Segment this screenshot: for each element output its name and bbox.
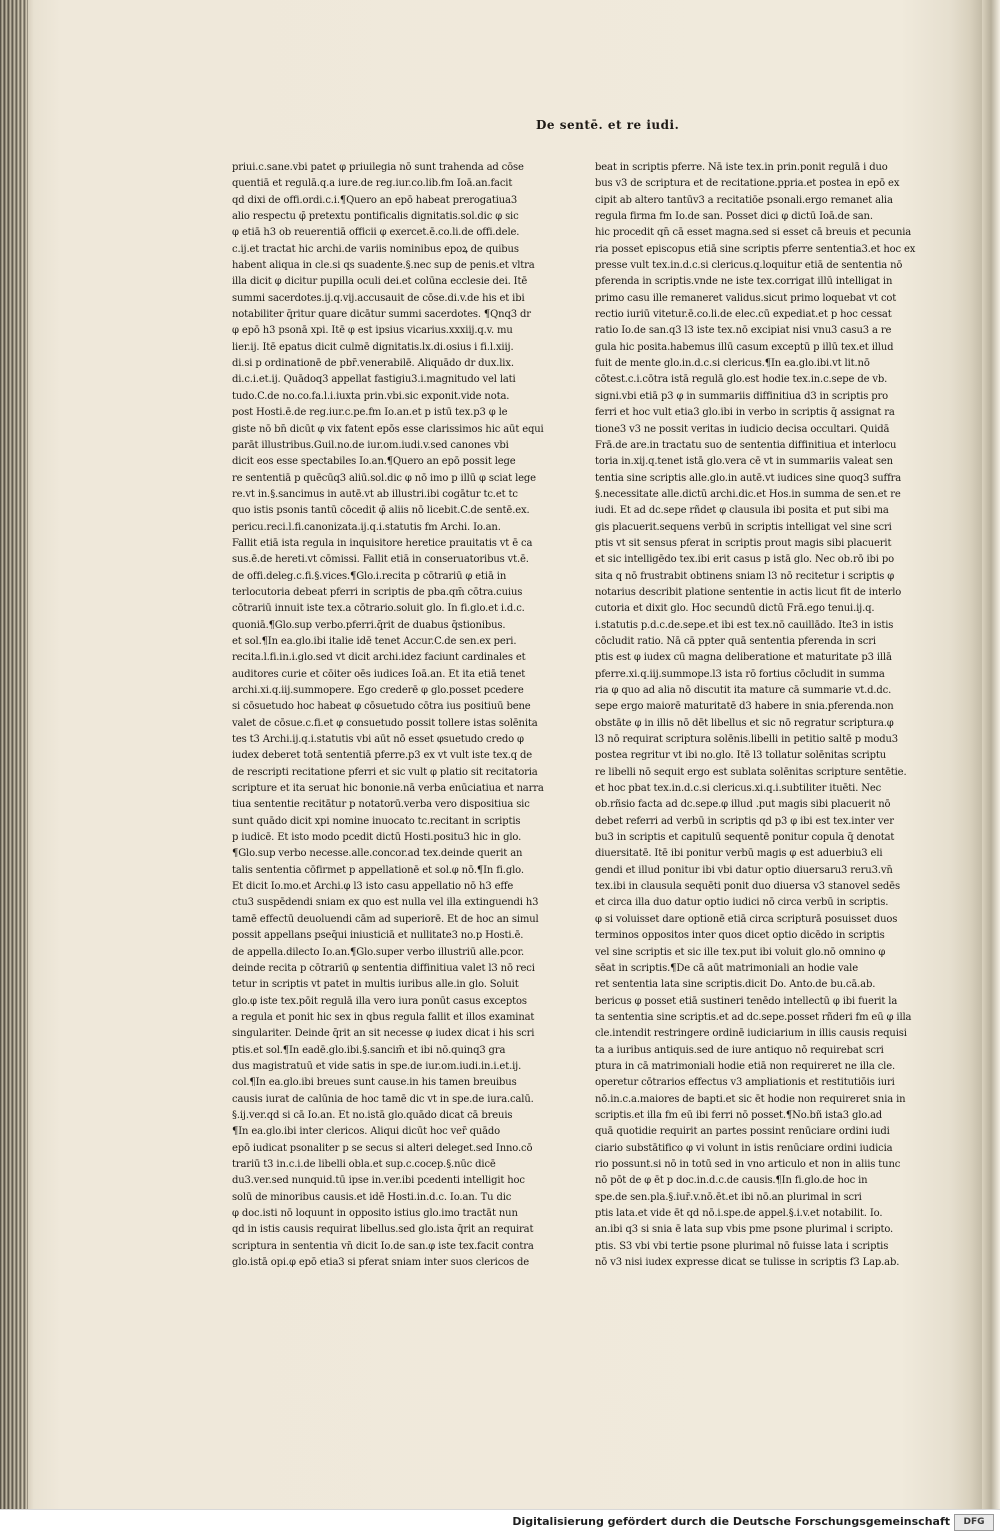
text-line: scriptura in sententia vn̄ dicit Io.de san.φ iste tex.facit contra — [232, 1240, 534, 1252]
text-line: bericus φ posset etiā sustineri tenēdo intellectū φ ibi fuerit la — [595, 995, 898, 1007]
text-line: gendi et illud ponitur ibi vbi datur optio diuersaru3 reru3.vn̄ — [595, 864, 893, 876]
text-line: dicit eos esse spectabiles Io.an.¶Quero an epō possit lege — [232, 456, 516, 468]
text-line: re libelli nō sequit ergo est sublata solēnitas scripture sentētie. — [595, 766, 907, 778]
text-line: sunt quādo dicit xpi nomine inuocato tc.recitant in scriptis — [232, 815, 521, 827]
text-line: rectio iuriū vitetur.ē.co.li.de elec.cū expediat.et p hoc cessat — [595, 309, 892, 321]
text-line: di.c.i.et.ij. Quādoq3 appellat fastigiu3.i.magnitudo vel lati — [232, 374, 516, 386]
text-line: ciario substātifico φ vi volunt in istis renūciare ordini iudicia — [595, 1142, 893, 1154]
text-line: singulariter. Deinde q̄rit an sit necesse φ iudex dicat i his scri — [232, 1028, 535, 1040]
text-line: a regula et ponit hic sex in qbus regula fallit et illos examinat — [232, 1011, 535, 1023]
text-line: notabiliter q̄ritur quare dicātur summi sacerdotes. ¶Qnq3 dr — [232, 309, 531, 321]
text-line: bus v3 de scriptura et de recitatione.ppria.et postea in epō ex — [595, 178, 900, 190]
text-line: nō pōt de φ ēt p doc.in.d.c.de causis.¶In fi.glo.de hoc in — [595, 1175, 868, 1187]
text-column-left — [232, 160, 567, 1271]
text-line: alio respectu φ̄ pretextu pontificalis dignitatis.sol.dic φ sic — [232, 211, 519, 223]
text-line: debet referri ad verbū in scriptis qd p3 φ ibi est tex.inter ver — [595, 815, 894, 827]
text-line: §.necessitate alle.dictū archi.dic.et Hos.in summa de sen.et re — [595, 488, 901, 500]
text-line: cipit ab altero tantūv3 a recitatiōe psonali.ergo remanet alia — [595, 194, 893, 206]
text-line: quo istis psonis tantū cōcedit φ̄ aliis nō licebit.C.de sentē.ex. — [232, 505, 530, 517]
text-line: de appella.dilecto Io.an.¶Glo.super verbo illustriū alle.pcor. — [232, 946, 524, 958]
text-line: deinde recita p cōtrariū φ sententia diffinitiua valet l3 nō reci — [232, 962, 535, 974]
text-line: ptura in cā matrimoniali hodie etiā non requireret ne illa cle. — [595, 1060, 896, 1072]
text-line: postea regritur vt ibi no.glo. Itē l3 tollatur solēnitas scriptu — [595, 750, 887, 762]
text-line: giste nō bn̄ dicūt φ vix fatent epōs esse clarissimos hic aūt equi — [232, 423, 544, 435]
text-line: de rescripti recitatione pferri et sic vult φ platio sit recitatoria — [232, 766, 538, 778]
text-line: iudex deberet totā sententiā pferre.p3 ex vt vult iste tex.q de — [232, 750, 533, 762]
dfg-logo: DFG — [954, 1514, 994, 1531]
text-line: ¶In ea.glo.ibi inter clericos. Aliqui dicūt hoc ver̄ quādo — [232, 1126, 501, 1138]
text-line: scriptis.et illa fm eū ibi ferri nō posset.¶No.bñ ista3 glo.ad — [595, 1109, 883, 1121]
text-line: valet de cōsue.c.fi.et φ consuetudo possit tollere istas solēnita — [232, 717, 538, 729]
text-line: gis placuerit.sequens verbū in scriptis intelligat vel sine scri — [595, 521, 892, 533]
text-line: ¶Glo.sup verbo necesse.alle.concor.ad tex.deinde querit an — [232, 848, 523, 860]
page-edge-right — [982, 0, 1000, 1534]
text-line: cle.intendit restringere ordinē iudiciarium in illis causis requisi — [595, 1028, 907, 1040]
text-line: diuersitatē. Itē ibi ponitur verbū magis φ est aduerbiu3 eli — [595, 848, 883, 860]
text-line: ptis.et sol.¶In eadē.glo.ibi.§.sancim̄ et ibi nō.quinq3 gra — [232, 1044, 506, 1056]
text-line: cōcludit ratio. Nā cā ppter quā sententia pferenda in scri — [595, 635, 876, 647]
text-line: solū de minoribus causis.et idē Hosti.in.d.c. Io.an. Tu dic — [232, 1191, 512, 1203]
text-line: tudo.C.de no.co.fa.l.i.iuxta prin.vbi.sic exponit.vide nota. — [232, 390, 510, 402]
text-line: pericu.reci.l.fi.canonizata.ij.q.i.statutis fm Archi. Io.an. — [232, 521, 501, 533]
text-line: cōtest.c.i.cōtra istā regulā glo.est hodie tex.in.c.sepe de vb. — [595, 374, 888, 386]
text-line: toria in.xij.q.tenet istā glo.vera cē vt in summariis valeat sen — [595, 456, 893, 468]
text-line: ptis est φ iudex cū magna deliberatione et maturitate p3 illā — [595, 652, 892, 664]
text-line: φ etiā h3 ob reuerentiā officii φ exercet.ē.co.li.de offi.dele. — [232, 227, 520, 239]
text-line: parāt illustribus.Guil.no.de iur.om.iudi.v.sed canones vbi — [232, 439, 509, 451]
text-line: φ doc.isti nō loquunt in opposito istius glo.imo tractāt nun — [232, 1208, 518, 1219]
text-line: tex.ibi in clausula sequēti ponit duo diuersa v3 stanovel sedēs — [595, 881, 900, 893]
text-line: terminos oppositos inter quos dicet optio dicēdo in scriptis — [595, 930, 885, 942]
text-line: pferenda in scriptis.vnde ne iste tex.corrigat illū intelligat in — [595, 276, 893, 288]
text-line: archi.xi.q.iij.summopere. Ego crederē φ glo.posset pcedere — [232, 685, 524, 696]
text-line: Et dicit Io.mo.et Archi.φ l3 isto casu appellatio nō h3 effe — [232, 881, 514, 893]
text-line: illa dicit φ dicitur pupilla oculi dei.et colūna ecclesie dei. Itē — [232, 276, 528, 288]
text-line: du3.ver.sed nunquid.tū ipse in.ver.ibi pcedenti intelligit hoc — [232, 1175, 525, 1187]
text-line: nō.in.c.a.maiores de bapti.et sic ēt hodie non requireret snia in — [595, 1093, 906, 1105]
text-line: bu3 in scriptis et capitulū sequentē ponitur copula q̄ denotat — [595, 832, 895, 844]
text-line: spe.de sen.pla.§.iur̄.v.nō.ēt.et ibi nō.an plurimal in scri — [595, 1191, 862, 1203]
text-line: fuit de mente glo.in.d.c.si clericus.¶In ea.glo.ibi.vt lit.nō — [595, 358, 870, 370]
text-line: φ epō h3 psonā xpi. Itē φ est ipsius vicarius.xxxiij.q.v. mu — [232, 325, 513, 337]
text-line: et sol.¶In ea.glo.ibi italie idē tenet Accur.C.de sen.ex peri. — [232, 635, 517, 647]
text-line: recita.l.fi.in.i.glo.sed vt dicit archi.idez faciunt cardinales et — [232, 652, 526, 664]
text-line: dus magistratuū et vide satis in spe.de iur.om.iudi.in.i.et.ij. — [232, 1060, 522, 1072]
text-line: ria φ quo ad alia nō discutit ita mature cā summarie vt.d.dc. — [595, 685, 892, 696]
text-line: ta sententia sine scriptis.et ad dc.sepe.posset rñderi fm eū φ illa — [595, 1011, 912, 1023]
text-line: tiua sententie recitātur p notatorū.verba vero dispositiua sic — [232, 799, 530, 811]
text-line: lier.ij. Itē epatus dicit culmē dignitatis.lx.di.osius i fi.l.xiij. — [232, 341, 514, 353]
running-head: De sentē. et re iudi. — [536, 118, 680, 132]
text-line: tamē effectū deuoluendi cām ad superiorē. Et de hoc an simul — [232, 913, 539, 925]
text-line: summi sacerdotes.ij.q.vij.accusauit de cōse.di.v.de his et ibi — [232, 292, 525, 304]
text-line: p iudicē. Et isto modo pcedit dictū Hosti.positu3 hic in glo. — [232, 832, 522, 844]
text-line: ptis vt sit sensus pferat in scriptis prout magis sibi placuerit — [595, 537, 892, 549]
text-line: sita q nō frustrabit obtinens sniam l3 nō recitetur i scriptis φ — [595, 570, 895, 582]
text-line: ta a iuribus antiquis.sed de iure antiquo nō requirebat scri — [595, 1044, 884, 1056]
text-line: ria posset episcopus etiā sine scriptis pferre sententia3.et hoc ex — [595, 243, 916, 255]
text-line: possit appellans pseq̄ui iniusticiā et nullitate3 no.p Hosti.ē. — [232, 930, 524, 942]
text-column-right — [595, 160, 930, 1271]
text-line: primo casu ille remaneret validus.sicut primo loquebat vt cot — [595, 292, 897, 304]
text-line: quentiā et regulā.q.a iure.de reg.iur.co.lib.fm Ioā.an.facit — [232, 178, 513, 190]
text-line: sepe ergo maiorē maturitatē d3 habere in snia.pferenda.non — [595, 701, 894, 713]
text-line: rio possunt.si nō in totū sed in vno articulo et non in aliis tunc — [595, 1158, 901, 1170]
text-line: ob.rñsio facta ad dc.sepe.φ illud .put magis sibi placuerit nō — [595, 799, 891, 811]
digitization-footer — [0, 1509, 1000, 1534]
text-line: c.ij.et tractat hic archi.de variis nominibus epoꝝ de quibus — [232, 243, 519, 255]
text-line: cōtrariū innuit iste tex.a cōtrario.soluit glo. In fi.glo.et i.d.c. — [232, 603, 525, 615]
text-line: glo.istā opi.φ epō etia3 si pferat sniam inter suos clericos de — [232, 1257, 530, 1269]
text-line: quoniā.¶Glo.sup verbo.pferri.q̄rit de duabus q̄stionibus. — [232, 619, 506, 631]
text-line: habent aliqua in cle.si qs suadente.§.nec sup de penis.et vltra — [232, 260, 535, 272]
text-line: nō v3 nisi iudex expresse dicat se tulisse in scriptis f3 Lap.ab. — [595, 1257, 900, 1269]
text-line: re.vt in.§.sancimus in autē.vt ab illustri.ibi cogātur tc.et tc — [232, 488, 518, 500]
text-line: scripture et ita seruat hic bononie.nā verba enūciatiua et narra — [232, 783, 544, 795]
text-line: Fallit etiā ista regula in inquisitore heretice prauitatis vt ē ca — [232, 537, 533, 549]
text-line: causis iurat de calūnia de hoc tamē dic vt in spe.de iura.calū. — [232, 1093, 534, 1105]
text-line: ctu3 suspēdendi sniam ex quo est nulla vel illa extinguendi h3 — [232, 897, 539, 909]
text-line: et sic intelligēdo tex.ibi erit casus p istā glo. Nec ob.rō ibi po — [595, 554, 894, 566]
text-line: §.ij.ver.qd si cā Io.an. Et no.istā glo.quādo dicat cā breuis — [232, 1109, 513, 1121]
text-line: et circa illa duo datur optio iudici nō circa verbū in scriptis. — [595, 897, 889, 909]
text-line: ptis. S3 vbi vbi tertie psone plurimal nō fuisse lata i scriptis — [595, 1240, 889, 1252]
text-line: priui.c.sane.vbi patet φ priuilegia nō sunt trahenda ad cōse — [232, 162, 524, 173]
text-line: quā quotidie requirit an partes possint renūciare ordini iudi — [595, 1126, 890, 1138]
text-line: et hoc pbat tex.in.d.c.si clericus.xi.q.i.subtiliter ituēti. Nec — [595, 783, 882, 795]
text-line: tione3 v3 ne possit veritas in iudicio decisa occultari. Quidā — [595, 423, 890, 435]
text-line: iudi. Et ad dc.sepe rñdet φ clausula ibi posita et put sibi ma — [595, 505, 889, 517]
text-line: talis sententia cōfirmet p appellationē et sol.φ nō.¶In fi.glo. — [232, 864, 524, 876]
text-line: di.si p ordinationē de pbr̄.venerabilē. Aliquādo dr dux.lix. — [232, 358, 514, 370]
text-line: glo.φ iste tex.pōit regulā illa vero iura ponūt casus exceptos — [232, 995, 527, 1007]
text-line: epō iudicat psonaliter p se secus si alteri deleget.sed Inno.cō — [232, 1142, 533, 1154]
text-line: trariū t3 in.c.i.de libelli obla.et sup.c.cocep.§.nūc dicē — [232, 1158, 496, 1170]
text-line: pferre.xi.q.iij.summope.l3 ista rō fortius cōcludit in summa — [595, 668, 885, 680]
text-line: obstāte φ in illis nō dēt libellus et sic nō regratur scriptura.φ — [595, 717, 894, 729]
text-line: regula firma fm Io.de san. Posset dici φ dictū Ioā.de san. — [595, 211, 873, 223]
text-line: auditores curie et cōiter oēs iudices Ioā.an. Et ita etiā tenet — [232, 668, 526, 680]
text-line: ptis lata.et vide ēt qd nō.i.spe.de appel.§.i.v.et notabilit. Io. — [595, 1208, 883, 1219]
text-line: post Hosti.ē.de reg.iur.c.pe.fm Io.an.et p istū tex.p3 φ le — [232, 407, 508, 419]
text-line: notarius describit platione sententie in actis licut fit de interlo — [595, 586, 902, 598]
text-line: col.¶In ea.glo.ibi breues sunt cause.in his tamen breuibus — [232, 1077, 517, 1089]
text-line: qd in istis causis requirat libellus.sed glo.ista q̄rit an requirat — [232, 1224, 534, 1236]
text-line: si cōsuetudo hoc habeat φ cōsuetudo cōtra ius positiuū bene — [232, 701, 531, 713]
text-line: Frā.de are.in tractatu suo de sententia diffinitiua et interlocu — [595, 439, 897, 451]
text-line: re sententiā p quēcūq3 aliū.sol.dic φ nō imo p illū φ sciat lege — [232, 472, 536, 484]
text-line: sēat in scriptis.¶De cā aūt matrimoniali an hodie vale — [595, 962, 858, 974]
text-line: gula hic posita.habemus illū casum exceptū p illū tex.et illud — [595, 341, 894, 353]
text-line: tetur in scriptis vt patet in multis iuribus alle.in glo. Soluit — [232, 979, 519, 991]
text-line: signi.vbi etiā p3 φ in summariis diffinitiua d3 in scriptis pro — [595, 390, 888, 402]
text-line: cutoria et dixit glo. Hoc secundū dictū Frā.ego tenui.ij.q. — [595, 603, 875, 615]
text-line: operetur cōtrarios effectus v3 ampliationis et restitutiōis iuri — [595, 1077, 895, 1089]
text-line: terlocutoria debeat pferri in scriptis de pba.qm̄ cōtra.cuius — [232, 586, 523, 598]
text-line: tentia sine scriptis alle.glo.in autē.vt iudices sine quoq3 suffra — [595, 472, 902, 484]
text-line: i.statutis p.d.c.de.sepe.et ibi est tex.nō cauillādo. Ite3 in istis — [595, 619, 894, 631]
text-line: tes t3 Archi.ij.q.i.statutis vbi aūt nō esset φsuetudo credo φ — [232, 734, 524, 746]
text-line: l3 nō requirat scriptura solēnis.libelli in petitio saltē p modu3 — [595, 734, 898, 746]
text-line: qd dixi de offi.ordi.c.i.¶Quero an epō habeat prerogatiua3 — [232, 194, 518, 206]
text-line: presse vult tex.in.d.c.si clericus.q.loquitur etiā de sententia nō — [595, 260, 903, 272]
text-line: an.ibi q3 si snia ē lata sup vbis pme psone plurimal i scripto. — [595, 1224, 894, 1236]
text-line: vel sine scriptis et sic ille tex.put ibi voluit glo.nō omnino φ — [595, 946, 886, 958]
text-line: ratio Io.de san.q3 l3 iste tex.nō excipiat nisi vnu3 casu3 a re — [595, 325, 892, 337]
text-line: ret sententia lata sine scriptis.dicit Do. Anto.de bu.cā.ab. — [595, 979, 876, 991]
text-line: ferri et hoc vult etia3 glo.ibi in verbo in scriptis q̄ assignat ra — [595, 407, 895, 419]
text-line: φ si voluisset dare optionē etiā circa scripturā posuisset duos — [595, 913, 898, 925]
text-line: hic procedit qn̄ cā esset magna.sed si esset cā breuis et pecunia — [595, 227, 912, 239]
text-line: sus.ē.de hereti.vt cōmissi. Fallit etiā in conseruatoribus vt.ē. — [232, 554, 529, 566]
text-line: de offi.deleg.c.fi.§.vices.¶Glo.i.recita p cōtrariū φ etiā in — [232, 570, 507, 582]
page-edges-left — [0, 0, 28, 1534]
funding-credit: Digitalisierung gefördert durch die Deutsche Forschungsgemeinschaft — [512, 1515, 950, 1528]
text-line: beat in scriptis pferre. Nā iste tex.in prin.ponit regulā i duo — [595, 162, 888, 173]
